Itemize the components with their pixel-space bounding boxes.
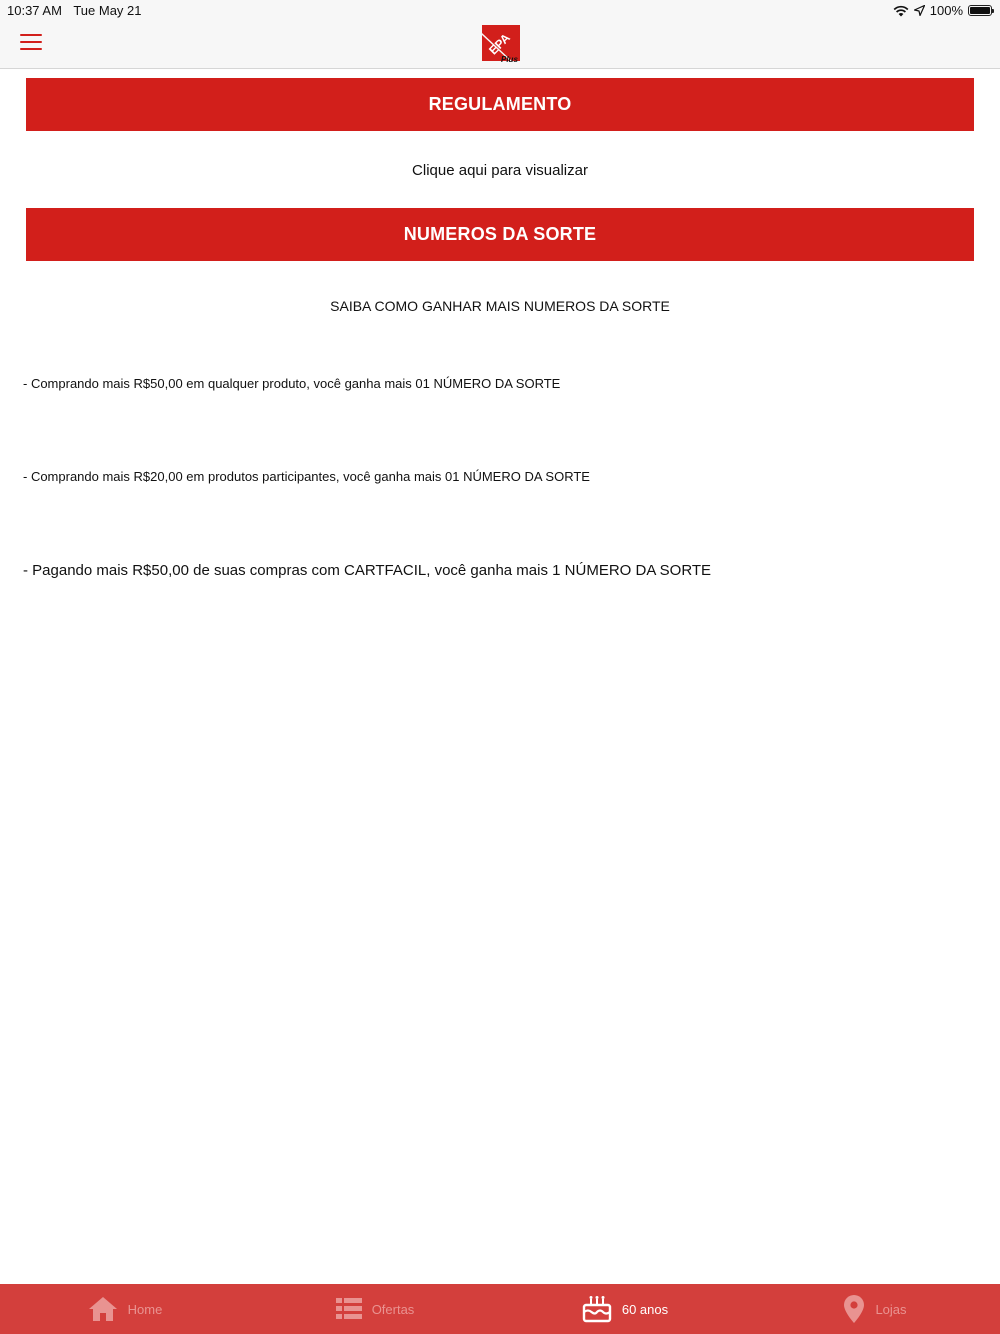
regulamento-view-link[interactable]: Clique aqui para visualizar	[412, 162, 588, 179]
wifi-icon	[893, 5, 909, 17]
nav-bar	[0, 20, 1000, 69]
map-pin-icon	[843, 1294, 865, 1324]
regulamento-header[interactable]: REGULAMENTO	[26, 78, 974, 131]
list-icon	[336, 1298, 362, 1320]
hamburger-line	[20, 48, 42, 50]
tab-ofertas[interactable]	[250, 1284, 500, 1334]
home-icon	[88, 1296, 118, 1322]
tab-label: 60 anos	[621, 1301, 669, 1317]
tab-label: Lojas	[875, 1301, 907, 1317]
logo-subtext: Plus	[501, 55, 518, 63]
rule-item: - Comprando mais R$50,00 em qualquer produto, você ganha mais 01 NÚMERO DA SORTE	[23, 376, 561, 391]
status-time: 10:37 AM	[7, 3, 62, 18]
logo-text: EPA	[486, 30, 513, 58]
location-arrow-icon	[914, 5, 925, 16]
status-date: Tue May 21	[73, 3, 142, 18]
battery-icon	[968, 5, 992, 16]
tab-60-anos[interactable]	[500, 1284, 750, 1334]
epa-logo	[482, 25, 520, 63]
rule-item: - Pagando mais R$50,00 de suas compras com CARTFACIL, você ganha mais 1 NÚMERO DA SORTE	[23, 562, 712, 579]
numeros-sorte-subtitle: SAIBA COMO GANHAR MAIS NUMEROS DA SORTE	[330, 298, 670, 314]
hamburger-line	[20, 41, 42, 43]
rule-item: - Comprando mais R$20,00 em produtos participantes, você ganha mais 01 NÚMERO DA SORTE	[23, 469, 590, 484]
status-right	[893, 3, 992, 18]
status-bar	[0, 0, 1000, 20]
battery-percent: 100%	[929, 3, 963, 18]
status-left	[7, 3, 150, 18]
tab-label: Ofertas	[371, 1301, 415, 1317]
tab-lojas[interactable]	[750, 1284, 1000, 1334]
hamburger-menu-button[interactable]	[20, 34, 46, 54]
tab-label: Home	[127, 1301, 163, 1317]
hamburger-line	[20, 34, 42, 36]
cake-icon	[582, 1295, 612, 1323]
tab-home[interactable]	[0, 1284, 250, 1334]
numeros-sorte-header[interactable]: NUMEROS DA SORTE	[26, 208, 974, 261]
tab-bar	[0, 1284, 1000, 1334]
